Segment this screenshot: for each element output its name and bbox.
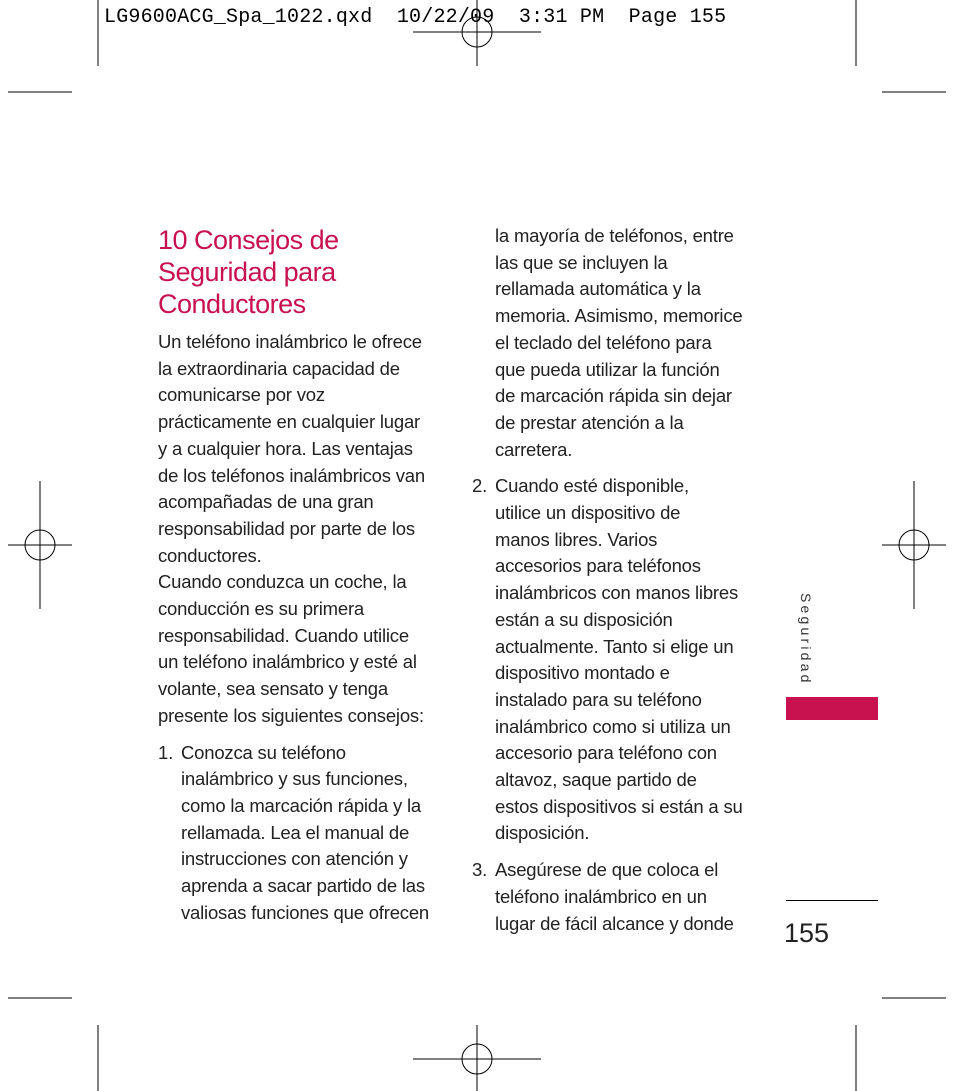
tip-text: Conozca su teléfono inalámbrico y sus funciones, como la marcación rápida y la rellamada. Lea el manual de instrucciones con atención y aprenda a sacar partido de las valiosas funciones que ofrecen: [181, 741, 430, 923]
tip-text: Asegúrese de que coloca el teléfono inalámbrico en un lugar de fácil alcance y donde: [495, 859, 734, 934]
tip-number: 2.: [472, 475, 488, 497]
section-tab-bar: [786, 697, 878, 720]
tip-1-continuation: la mayoría de teléfonos, entre las que se incluyen la rellamada automática y la memoria. Asimismo, memorice el teclado del teléfono para que pueda utilizar la función de marcación rápida sin dejar de prestar atención a la carretera.: [495, 225, 743, 460]
left-column: [158, 329, 448, 926]
registration-mark-top: [413, 0, 541, 66]
registration-mark-right: [882, 481, 946, 609]
tip-item-3: [472, 857, 772, 937]
page-title-text: 10 Consejos de Seguridad para Conductores: [158, 225, 339, 319]
tip-number: 1.: [158, 741, 174, 763]
page-number-rule: [786, 900, 878, 901]
tip-item-1: [158, 740, 448, 927]
tip-item-2: [472, 473, 772, 847]
right-column: [472, 223, 772, 937]
section-tab-label: Seguridad: [798, 593, 814, 686]
print-slug-line: LG9600ACG_Spa_1022.qxd 10/22/09 3:31 PM Page 155: [104, 6, 727, 29]
tip-number: 3.: [472, 859, 488, 881]
tip-text: Cuando esté disponible, utilice un dispositivo de manos libres. Varios accesorios para teléfonos inalámbricos con manos libres están a su disposición actualmente. Tanto si elige un dispositivo montado e instalado para su teléfono inalámbrico como si utiliza un accesorio para teléfono con altavoz, saque partido de estos dispositivos si están a su disposición.: [495, 475, 743, 844]
page-title: [158, 224, 458, 320]
page-number: 155: [784, 918, 830, 948]
registration-mark-bottom: [413, 1025, 541, 1091]
registration-mark-left: [8, 481, 72, 609]
intro-paragraph: Cuando conduzca un coche, la conducción es su primera responsabilidad. Cuando utilice un teléfono inalámbrico y esté al volante, sea sensato y tenga presente los siguientes consejos:: [158, 571, 424, 726]
intro-paragraph: Un teléfono inalámbrico le ofrece la extraordinaria capacidad de comunicarse por voz prácticamente en cualquier lugar y a cualquier hora. Las ventajas de los teléfonos inalámbricos van acompañadas de una gran responsabilidad por parte de los conductores.: [158, 331, 425, 566]
